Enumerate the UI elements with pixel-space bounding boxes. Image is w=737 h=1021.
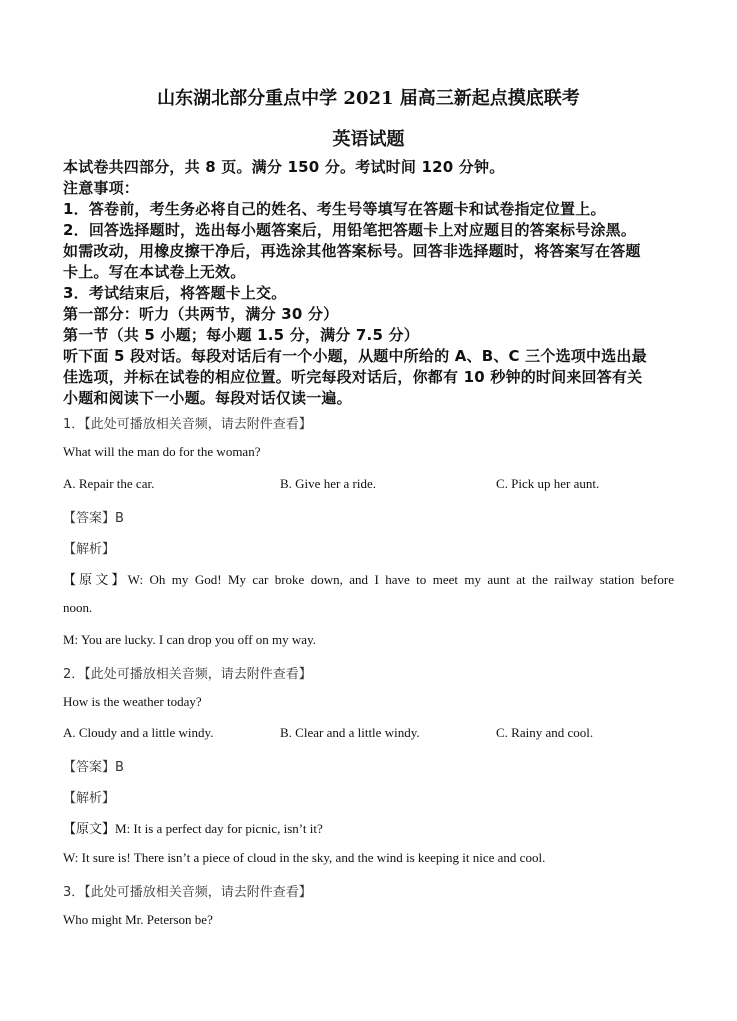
section-heading: 第一部分：听力（共两节，满分 30 分）	[63, 305, 339, 323]
q1-question: What will the man do for the woman?	[63, 444, 261, 459]
q2-transcript-line: W: It sure is! There isn’t a piece of cloud in the sky, and the wind is keeping it nice and cool.	[63, 850, 546, 865]
transcript-text: M: It is a perfect day for picnic, isn’t it?	[115, 821, 323, 836]
instruction-line: 本试卷共四部分，共 8 页。满分 150 分。考试时间 120 分钟。	[63, 158, 505, 176]
q2-transcript-line	[63, 818, 323, 837]
q1-transcript-line	[63, 569, 674, 588]
q1-option-a: A. Repair the car.	[63, 476, 155, 491]
instruction-line: 卡上。写在本试卷上无效。	[63, 263, 246, 281]
q3-question: Who might Mr. Peterson be?	[63, 912, 213, 927]
instruction-line: 1．答卷前，考生务必将自己的姓名、考生号等填写在答题卡和试卷指定位置上。	[63, 200, 606, 218]
instruction-line: 小题和阅读下一小题。每段对话仅读一遍。	[63, 389, 352, 407]
instruction-line: 如需改动，用橡皮擦干净后，再选涂其他答案标号。回答非选择题时，将答案写在答题	[63, 242, 641, 260]
q1-transcript-line: M: You are lucky. I can drop you off on my way.	[63, 632, 316, 647]
q2-analysis: 【解析】	[63, 791, 116, 806]
instruction-line: 3．考试结束后，将答题卡上交。	[63, 284, 287, 302]
q2-option-b: B. Clear and a little windy.	[280, 725, 420, 740]
q1-transcript-line: noon.	[63, 600, 93, 615]
instruction-line: 佳选项，并标在试卷的相应位置。听完每段对话后，你都有 10 秒钟的时间来回答有关	[63, 368, 643, 386]
q2-audio-link[interactable]: 2．【此处可播放相关音频，请去附件查看】	[63, 667, 312, 682]
section-heading: 第一节（共 5 小题；每小题 1.5 分，满分 7.5 分）	[63, 326, 419, 344]
q2-question: How is the weather today?	[63, 694, 202, 709]
instruction-line: 注意事项：	[63, 179, 140, 197]
q2-option-c: C. Rainy and cool.	[496, 725, 594, 740]
q1-option-b: B. Give her a ride.	[280, 476, 377, 491]
q1-analysis: 【解析】	[63, 542, 116, 557]
q1-option-c: C. Pick up her aunt.	[496, 476, 600, 491]
page-title: 山东湖北部分重点中学 2021 届高三新起点摸底联考	[157, 88, 580, 109]
page-subtitle: 英语试题	[332, 129, 405, 150]
q1-audio-link[interactable]: 1．【此处可播放相关音频，请去附件查看】	[63, 417, 312, 432]
q2-answer: 【答案】B	[63, 760, 124, 775]
transcript-label: 【原文】	[63, 573, 128, 588]
instruction-line: 听下面 5 段对话。每段对话后有一个小题，从题中所给的 A、B、C 三个选项中选出最	[63, 347, 647, 365]
q3-audio-link[interactable]: 3．【此处可播放相关音频，请去附件查看】	[63, 885, 312, 900]
q1-answer: 【答案】B	[63, 511, 124, 526]
q2-option-a: A. Cloudy and a little windy.	[63, 725, 214, 740]
transcript-label: 【原文】	[63, 822, 116, 837]
transcript-text: W: Oh my God! My car broke down, and I have to meet my aunt at the railway station before	[127, 572, 674, 587]
instruction-line: 2．回答选择题时，选出每小题答案后，用铅笔把答题卡上对应题目的答案标号涂黑。	[63, 221, 637, 239]
